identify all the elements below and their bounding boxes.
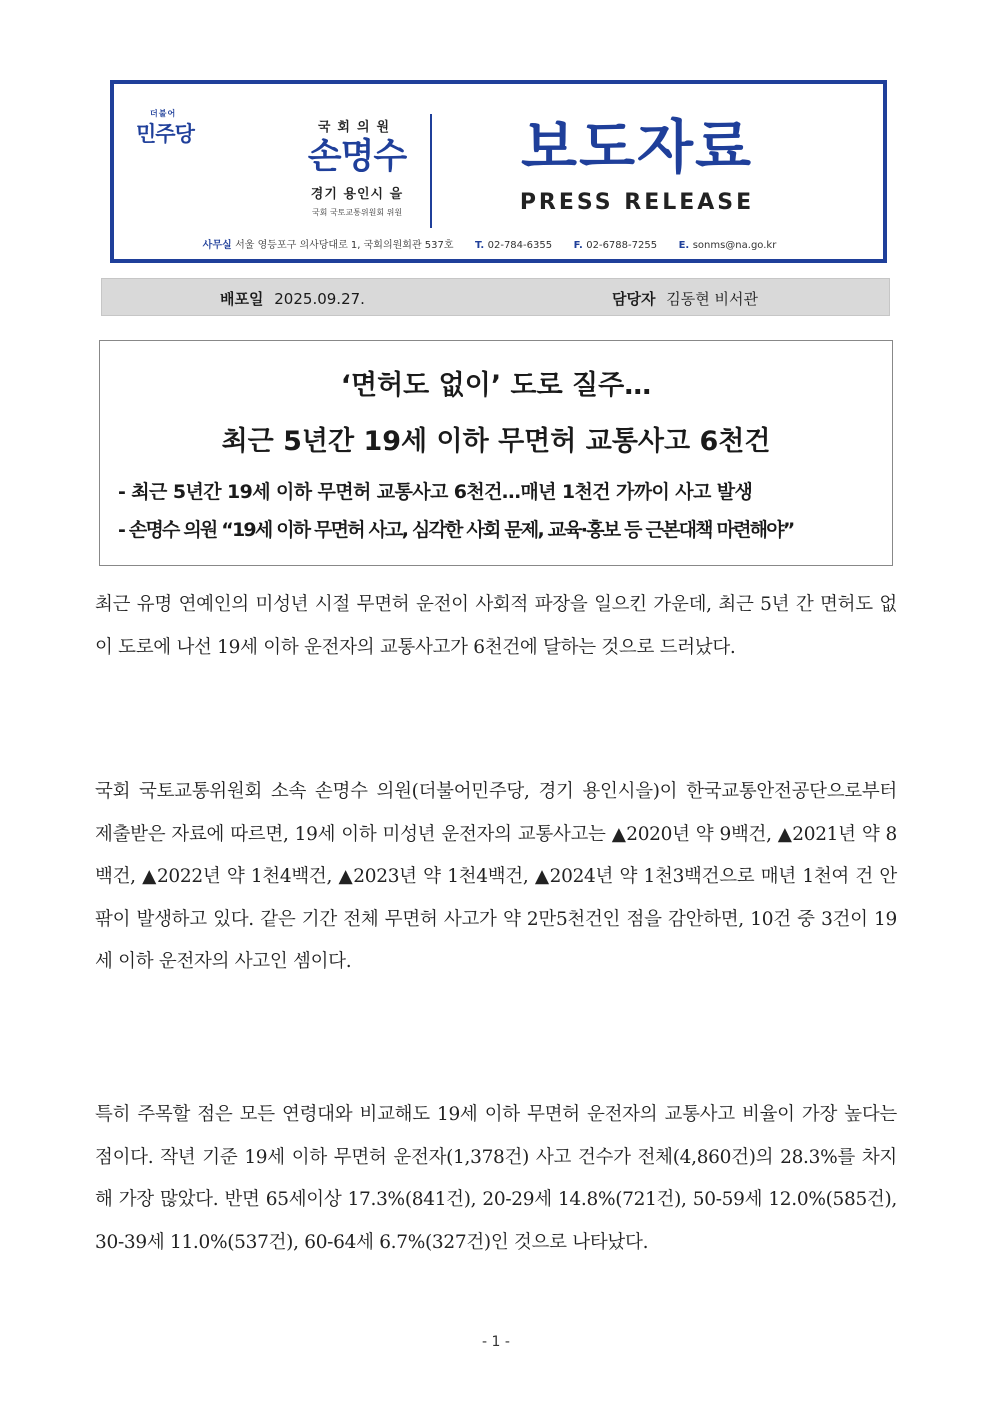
tel-number: 02-784-6355 [487, 240, 553, 251]
office-address: 서울 영등포구 의사당대로 1, 국회의원회관 537호 [235, 240, 454, 251]
tel-label: T. [475, 240, 485, 251]
body-paragraph-2: 국회 국토교통위원회 소속 손명수 의원(더불어민주당, 경기 용인시을)이 한국교통안전공단으로부터 제출받은 자료에 따르면, 19세 이하 미성년 운전자의 교통사고는 ▲2020년 약 9백건, ▲2021년 약 8백건, ▲2022년 약 1천4백건, ▲2023년 약 1천4백건, ▲2024년 약 1천3백건으로 매년 1천여 건 안팎이 발생하고 있다. 같은 기간 전체 무면허 사고가 약 2만5천건인 점을 감안하면, 10건 중 3건이 19세 이하 운전자의 사고인 셈이다. [95, 781, 897, 972]
release-date [220, 288, 365, 309]
email-label: E. [678, 240, 690, 251]
party-logo-name: 민주당 [136, 122, 194, 146]
release-date-label: 배포일 [220, 290, 264, 308]
press-release-title [512, 114, 762, 215]
headline-box [99, 340, 893, 566]
fax-label: F. [573, 240, 583, 251]
banner-divider [430, 114, 432, 228]
release-date-value: 2025.09.27. [274, 290, 365, 308]
headline-title-2: 최근 5년간 19세 이하 무면허 교통사고 6천건 [221, 426, 771, 457]
office-label: 사무실 [202, 240, 232, 251]
party-logo [136, 108, 206, 148]
party-logo-top: 더불어 [150, 109, 177, 118]
headline-title-1: ‘면허도 없이’ 도로 질주… [340, 370, 652, 401]
press-title-english: PRESS RELEASE [519, 190, 755, 215]
headline-subtitle-2: - 손명수 의원 “19세 이하 무면허 사고, 심각한 사회 문제, 교육·홍보 등 근본대책 마련해야” [118, 519, 794, 541]
member-name: 손명수 [307, 137, 407, 177]
email-address: sonms@na.go.kr [692, 240, 777, 251]
page-number: - 1 - [482, 1334, 510, 1350]
release-info-bar [101, 278, 890, 316]
press-banner [110, 80, 887, 263]
body-paragraph-3: 특히 주목할 점은 모든 연령대와 비교해도 19세 이하 무면허 운전자의 교통사고 비율이 가장 높다는 점이다. 작년 기준 19세 이하 무면허 운전자(1,378건) 사고 건수가 전체(4,860건)의 28.3%를 차지해 가장 많았다. 반면 65세이상 17.3%(841건), 20-29세 14.8%(721건), 50-59세 12.0%(585건), 30-39세 11.0%(537건), 60-64세 6.7%(327건)인 것으로 나타났다. [95, 1104, 897, 1253]
member-district: 경기 용인시 을 [310, 187, 404, 202]
member-committee: 국회 국토교통위원회 위원 [311, 208, 403, 217]
member-role: 국회의원 [317, 120, 397, 135]
press-title-korean: 보도자료 [520, 113, 754, 181]
headline-subtitle-1: - 최근 5년간 19세 이하 무면허 교통사고 6천건…매년 1천건 가까이 사고 발생 [118, 481, 753, 503]
contact-person-value: 김동현 비서관 [666, 290, 758, 308]
body-paragraph-1: 최근 유명 연예인의 미성년 시절 무면허 운전이 사회적 파장을 일으킨 가운데, 최근 5년 간 면허도 없이 도로에 나선 19세 이하 운전자의 교통사고가 6천건에 달하는 것으로 드러났다. [95, 594, 897, 658]
fax-number: 02-6788-7255 [586, 240, 658, 251]
member-info [282, 116, 432, 218]
contact-person-label: 담당자 [612, 290, 656, 308]
office-contact-line [114, 236, 883, 251]
contact-person [612, 288, 758, 309]
